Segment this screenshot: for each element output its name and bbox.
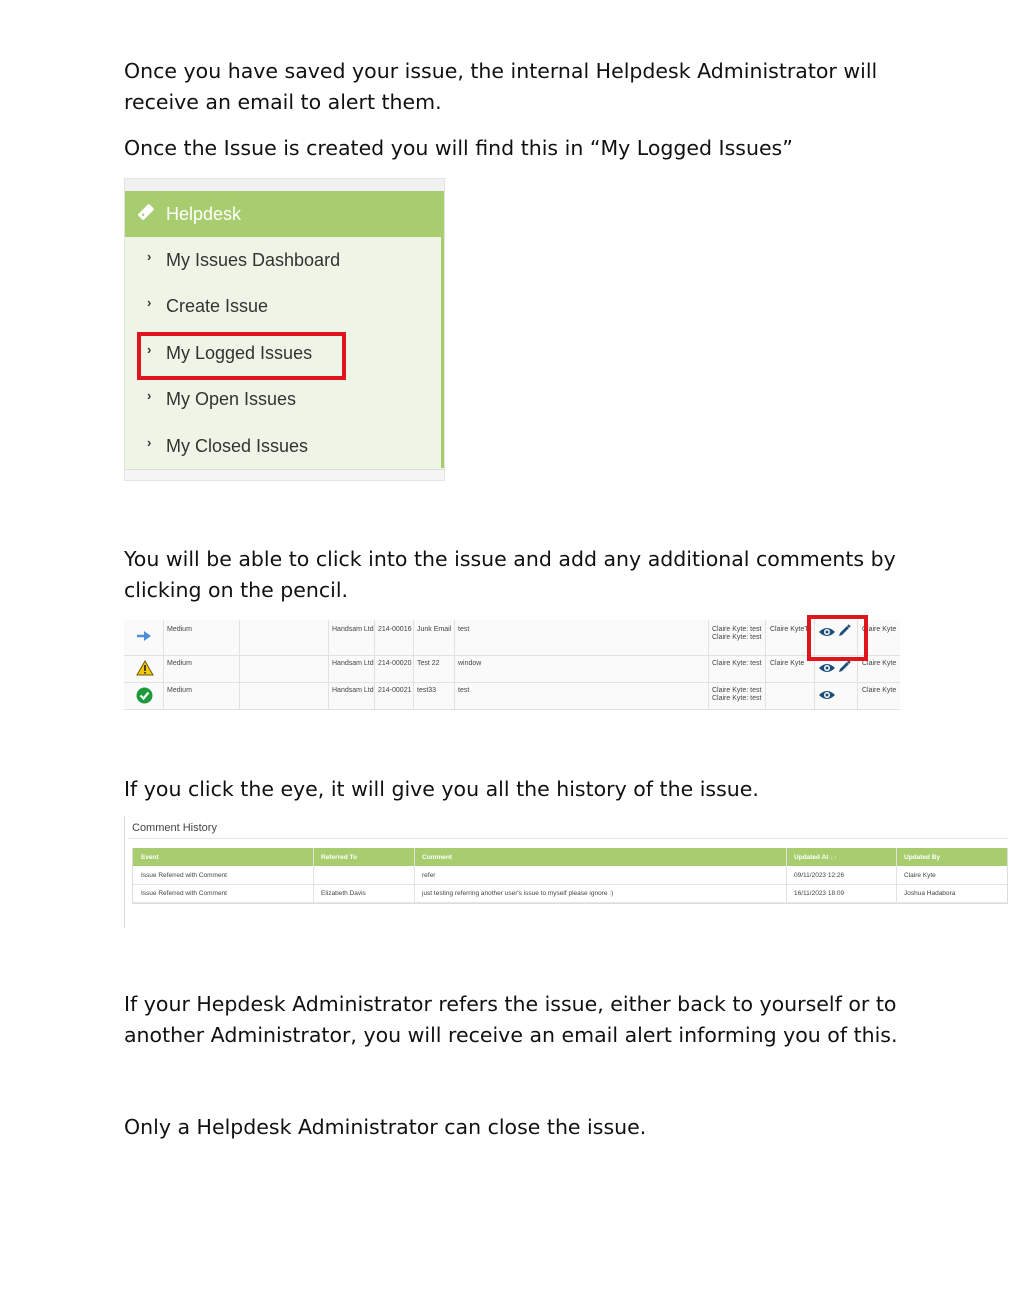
company-cell: Handsam Ltd [332, 687, 374, 694]
eye-icon[interactable] [818, 688, 836, 704]
title-cell: Junk Email [417, 626, 452, 633]
comment-cell: Claire Kyte: test [712, 626, 762, 633]
text-line: If you click the eye, it will give you all the history of the issue. [124, 777, 759, 801]
assigned-cell: Claire Kyte [770, 660, 805, 667]
paragraph-save-issue [124, 56, 884, 118]
panel-left-border [124, 816, 125, 928]
priority-cell: Medium [167, 626, 192, 633]
helpdesk-menu-screenshot [124, 178, 445, 481]
title-cell: test33 [417, 687, 437, 694]
chevron-right-icon: › [147, 434, 152, 450]
company-cell: Handsam Ltd [332, 626, 374, 633]
text-line: another Administrator, you will receive an email alert informing you of this. [124, 1023, 898, 1047]
menu-item-my-open-issues[interactable] [125, 377, 444, 424]
highlight-box-action-icons [807, 615, 868, 661]
text-line: If your Hepdesk Administrator refers the issue, either back to yourself or to [124, 992, 897, 1016]
table-header [133, 848, 1007, 866]
comment-cell: Claire Kyte: test [712, 687, 762, 694]
updated-by-cell: Claire Kyte [904, 872, 936, 879]
menu-top-strip [125, 179, 444, 191]
menu-bottom-strip [125, 469, 444, 480]
column-divider [239, 620, 240, 710]
referred-to-cell: Elizabeth Davis [321, 890, 366, 897]
ticket-icon [136, 202, 166, 227]
column-header-updated-at[interactable]: Updated At ↓↑ [794, 854, 837, 861]
comment-cell: Claire Kyte: test [712, 634, 762, 641]
text-line: You will be able to click into the issue and add any additional comments by [124, 547, 896, 571]
priority-cell: Medium [167, 687, 192, 694]
column-divider [765, 620, 766, 710]
menu-item-label: My Issues Dashboard [166, 249, 341, 270]
table-row [133, 884, 1007, 903]
highlight-box-my-logged-issues [137, 332, 346, 380]
text-line: Only a Helpdesk Administrator can close the issue. [124, 1115, 647, 1139]
warning-icon [136, 660, 154, 678]
helpdesk-header-label: Helpdesk [166, 203, 242, 224]
text-line: Once the Issue is created you will find this in “My Logged Issues” [124, 136, 793, 160]
column-divider [328, 620, 329, 710]
ref-cell: 214-00021 [378, 687, 412, 694]
menu-item-label: My Open Issues [166, 389, 297, 410]
arrow-right-icon [136, 630, 152, 644]
column-divider [413, 620, 414, 710]
priority-cell: Medium [167, 660, 192, 667]
company-cell: Handsam Ltd [332, 660, 374, 667]
title-divider [128, 838, 1008, 839]
column-divider [786, 848, 787, 903]
comment-cell: Claire Kyte: test [712, 695, 762, 702]
updated-at-cell: 09/11/2023 12:26 [794, 872, 845, 879]
chevron-right-icon: › [147, 248, 152, 264]
paragraph-pencil [124, 544, 896, 606]
comment-history-table [132, 848, 1008, 904]
comment-cell: refer [422, 872, 436, 879]
menu-item-label: Create Issue [166, 296, 269, 317]
comment-history-title: Comment History [132, 822, 217, 834]
description-cell: test [458, 626, 470, 633]
comment-cell: just testing referring another user's issue to myself please ignore :) [422, 890, 614, 897]
paragraph-find-issue [124, 133, 884, 164]
paragraph-close [124, 1112, 884, 1143]
column-divider [454, 620, 455, 710]
chevron-right-icon: › [147, 295, 152, 311]
menu-item-label: My Logged Issues [166, 342, 313, 363]
column-divider [414, 848, 415, 903]
comment-history-screenshot [124, 816, 1008, 928]
menu-right-border [441, 237, 444, 468]
chevron-right-icon: › [147, 388, 152, 404]
column-divider [163, 620, 164, 710]
table-row[interactable] [124, 682, 900, 710]
check-circle-icon [136, 687, 153, 706]
issue-table-screenshot [124, 620, 900, 710]
ref-cell: 214-00020 [378, 660, 412, 667]
owner-cell: Claire Kyte [862, 660, 897, 667]
helpdesk-header[interactable] [125, 191, 444, 237]
owner-cell: Claire Kyte [862, 626, 897, 633]
column-divider [313, 848, 314, 903]
paragraph-eye [124, 774, 884, 805]
text-line: Once you have saved your issue, the internal Helpdesk Administrator will [124, 59, 878, 83]
event-cell: Issue Referred with Comment [141, 890, 227, 897]
event-cell: Issue Referred with Comment [141, 872, 227, 879]
menu-item-my-issues-dashboard[interactable] [125, 237, 444, 284]
pencil-icon[interactable] [836, 659, 852, 677]
updated-by-cell: Joshua Hadabora [904, 890, 956, 897]
comment-cell: Claire Kyte: test [712, 660, 762, 667]
text-line: clicking on the pencil. [124, 578, 349, 602]
eye-icon[interactable] [818, 661, 836, 677]
description-cell: window [458, 660, 482, 667]
column-divider [708, 620, 709, 710]
paragraph-refer [124, 989, 898, 1051]
description-cell: test [458, 687, 470, 694]
column-header-updated-by[interactable]: Updated By [904, 854, 941, 861]
updated-at-cell: 16/11/2023 18:09 [794, 890, 845, 897]
menu-item-label: My Closed Issues [166, 435, 309, 456]
column-header-referred-to[interactable]: Referred To [321, 854, 357, 861]
menu-item-my-closed-issues[interactable] [125, 423, 444, 470]
column-header-comment[interactable]: Comment [422, 854, 452, 861]
assigned-cell: Claire KyteTe [770, 626, 812, 633]
title-cell: Test 22 [417, 660, 440, 667]
text-line: receive an email to alert them. [124, 90, 442, 114]
chevron-right-icon: › [147, 341, 152, 357]
column-divider [896, 848, 897, 903]
column-header-event[interactable]: Event [141, 854, 159, 861]
ref-cell: 214-00016 [378, 626, 412, 633]
column-divider [374, 620, 375, 710]
table-row [133, 866, 1007, 885]
owner-cell: Claire Kyte [862, 687, 897, 694]
menu-item-create-issue[interactable] [125, 284, 444, 331]
